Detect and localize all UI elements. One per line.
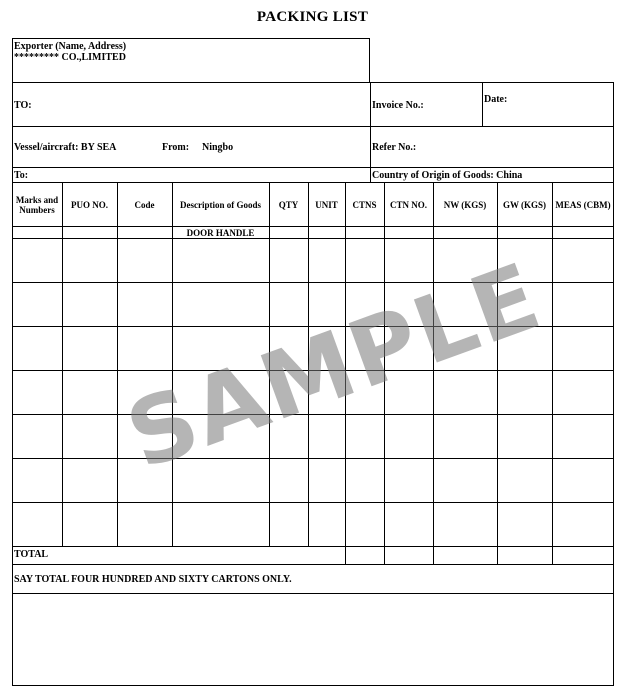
to-label: TO: [14,100,32,111]
rule [12,282,614,283]
column-rule [384,182,385,564]
item-description: DOOR HANDLE [186,227,255,238]
column-header-meas: MEAS (CBM) [555,199,611,210]
column-rule [117,182,118,546]
column-header-unit: UNIT [315,199,338,210]
column-header-description: Description of Goods [180,199,261,210]
country-of-origin: Country of Origin of Goods: China [372,170,523,181]
rule [12,458,614,459]
rule [12,414,614,415]
exporter-value: ********* CO.,LIMITED [14,52,126,63]
vessel-label: Vessel/aircraft: BY SEA [14,142,117,153]
rule [12,126,614,127]
rule [12,238,614,239]
column-header-code: Code [134,199,155,210]
column-rule [345,182,346,564]
column-rule [308,182,309,546]
from-value: Ningbo [202,142,234,153]
total-label: TOTAL [14,549,49,560]
rule [12,546,614,547]
rule [370,82,371,182]
rule [482,82,483,126]
form-frame [12,82,614,686]
column-header-ctns: CTNS [352,199,377,210]
rule [12,370,614,371]
column-header-gw: GW (KGS) [502,199,547,210]
column-rule [62,182,63,546]
rule [12,593,614,594]
refer-no-label: Refer No.: [372,142,417,153]
date-label: Date: [484,94,508,105]
column-rule [269,182,270,546]
rule [12,167,614,168]
column-header-nw: NW (KGS) [443,199,487,210]
sample-watermark: SAMPLE [113,242,555,491]
column-header-qty: QTY [278,199,299,210]
say-total: SAY TOTAL FOUR HUNDRED AND SIXTY CARTONS ONLY. [14,574,292,585]
to-destination-label: To: [14,170,29,181]
from-label: From: [162,142,190,153]
exporter-label: Exporter (Name, Address) [14,41,127,52]
rule [12,564,614,565]
column-header-puo: PUO NO. [71,199,108,210]
column-rule [497,182,498,564]
rule [12,226,614,227]
column-rule [433,182,434,564]
column-header-ctn-no: CTN NO. [389,199,427,210]
page-title: PACKING LIST [256,9,369,25]
rule [12,326,614,327]
rule [12,502,614,503]
invoice-no-label: Invoice No.: [372,100,424,111]
column-rule [552,182,553,564]
column-header-marks: Marks and Numbers [15,194,59,215]
